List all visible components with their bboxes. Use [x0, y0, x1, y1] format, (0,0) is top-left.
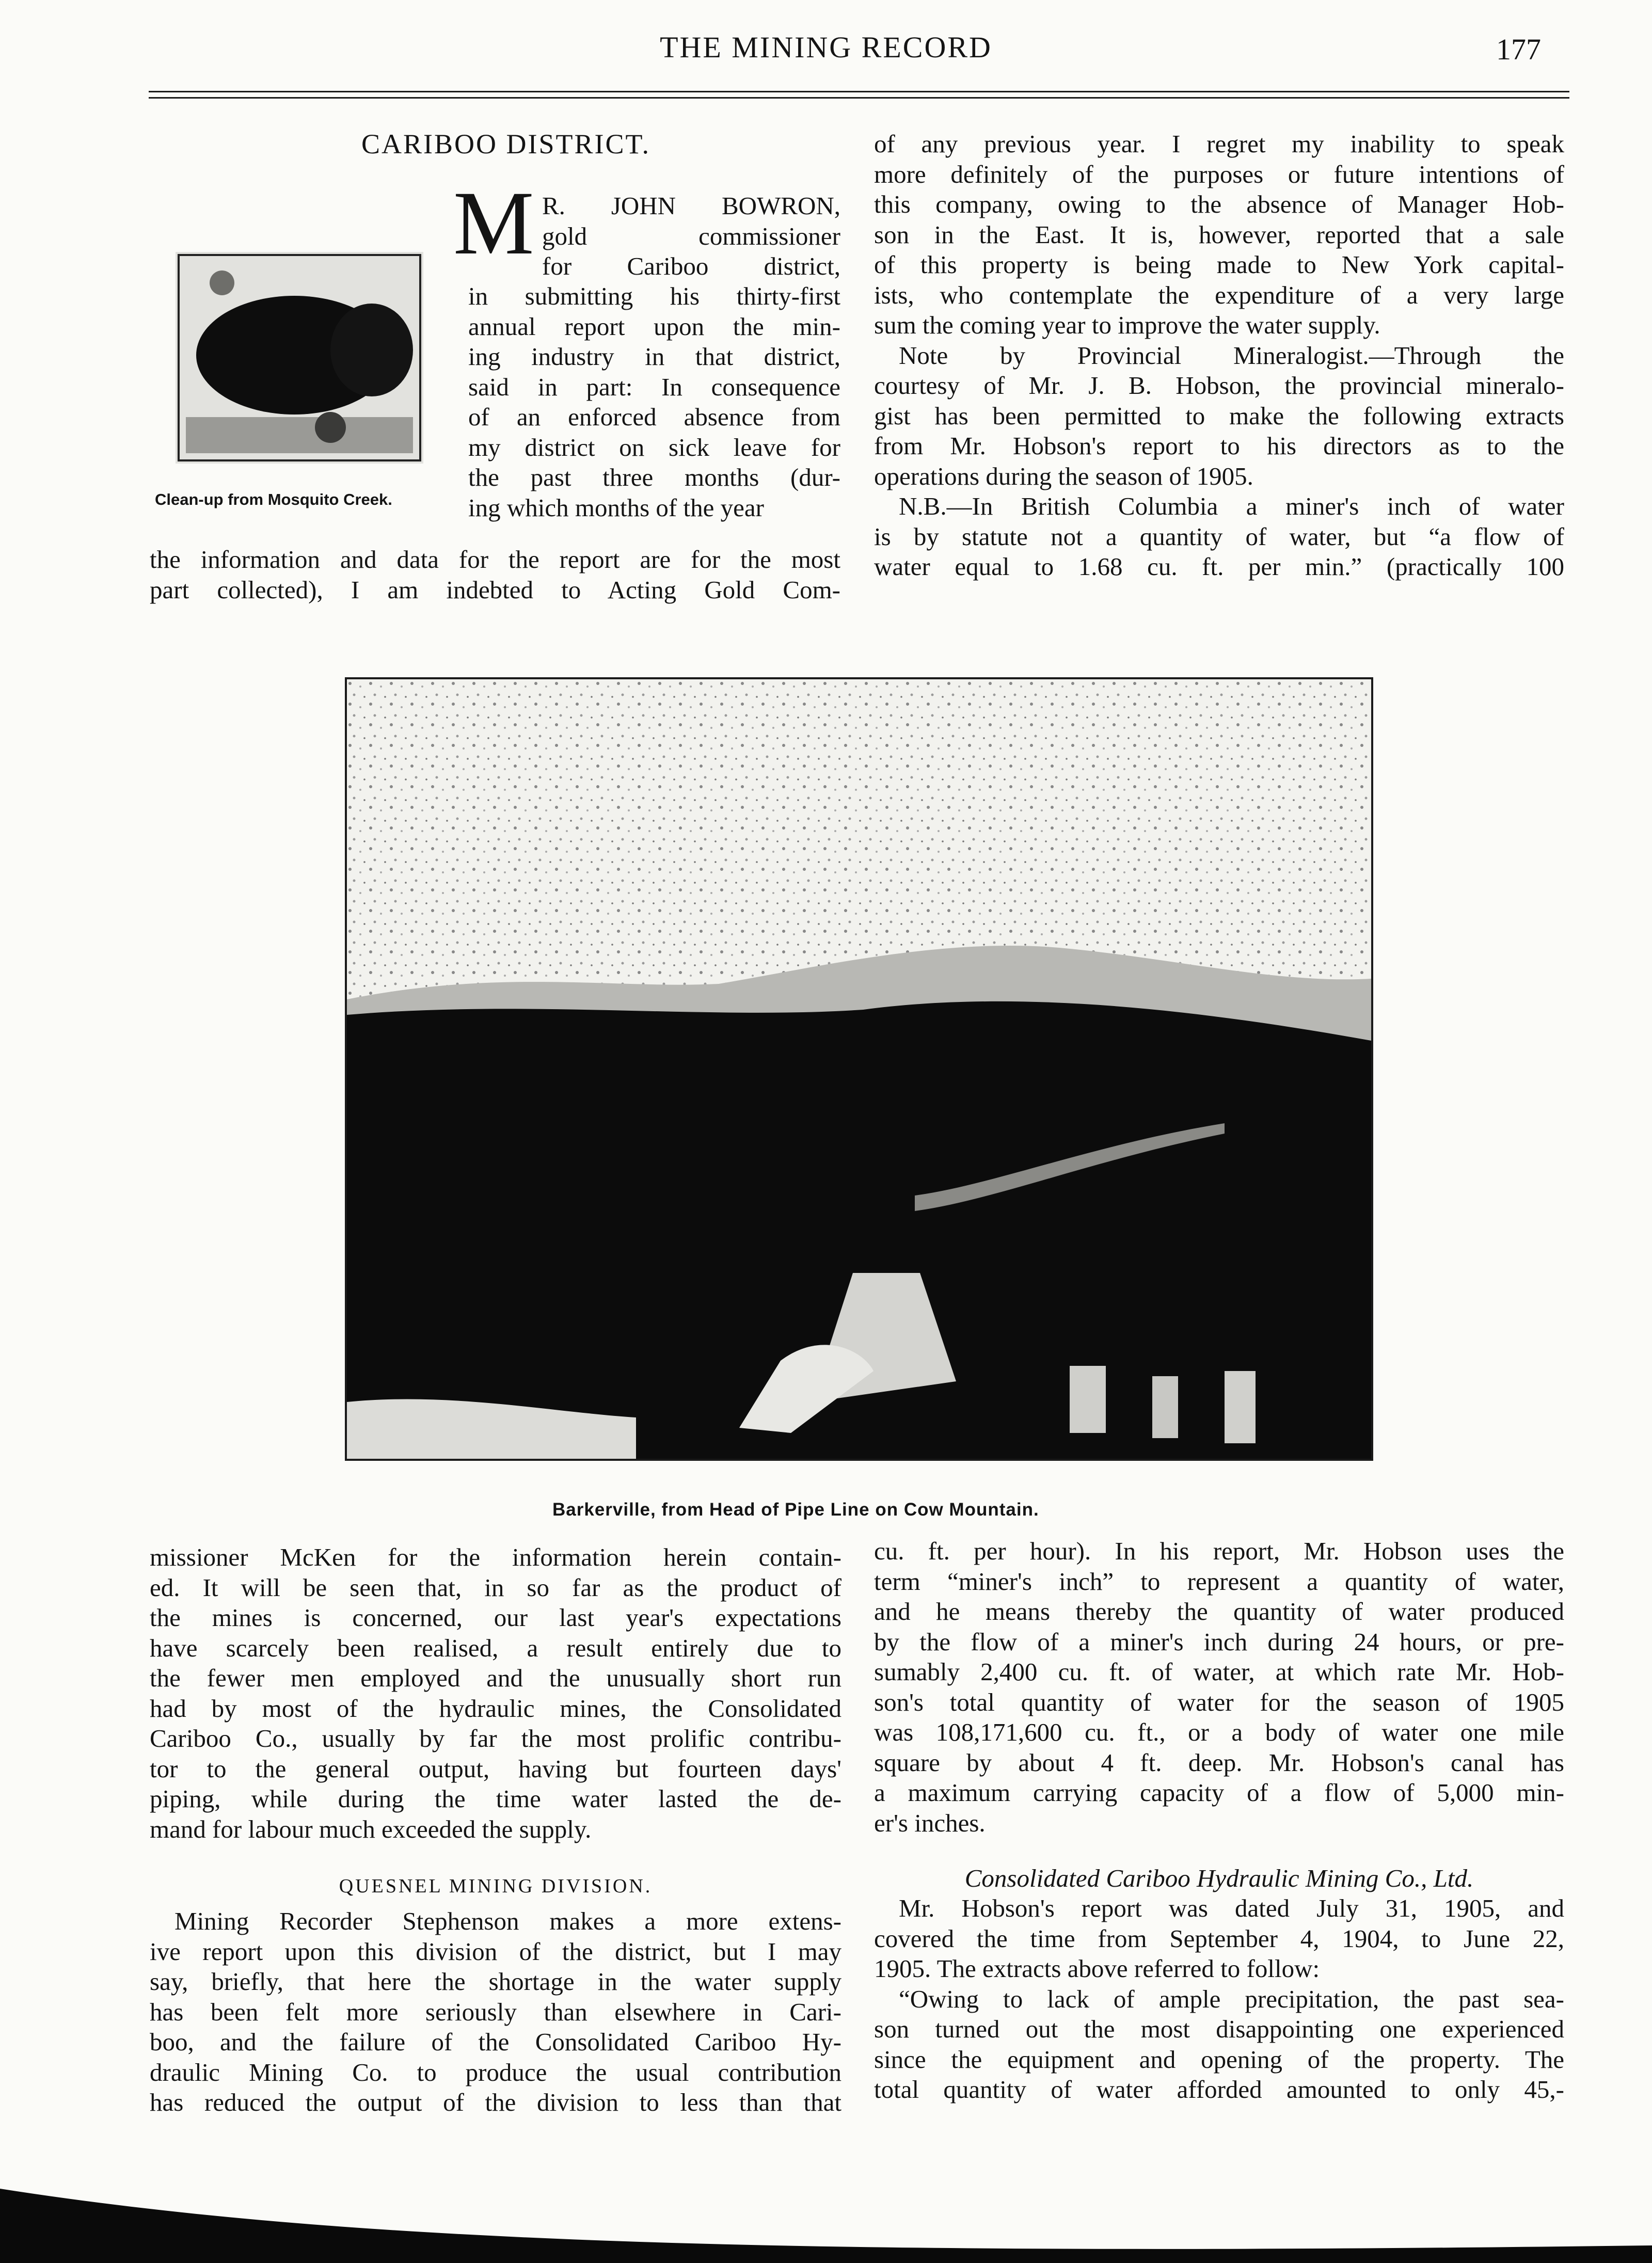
text-line: operations during the season of 1905. [874, 461, 1253, 490]
text-line: sum the coming year to improve the water supply. [874, 311, 1380, 339]
cap-lines-block [542, 191, 840, 282]
subhead-quesnel: QUESNEL MINING DIVISION. [339, 1875, 653, 1897]
text-line: the past three months (dur- [468, 463, 840, 491]
header-rule-top [149, 91, 1569, 92]
text-line: of an enforced absence from [468, 403, 840, 431]
text-line: has reduced the output of the division to less than that [150, 2088, 841, 2116]
right-top-column [874, 129, 1564, 582]
text-line: boo, and the failure of the Consolidated Cariboo Hy- [150, 2028, 841, 2056]
main-photo-caption: Barkerville, from Head of Pipe Line on Cow Mountain. [552, 1500, 1039, 1520]
left-bottom-column-a [150, 1542, 841, 1844]
text-line: draulic Mining Co. to produce the usual contribution [150, 2058, 841, 2086]
text-line: was 108,171,600 cu. ft., or a body of water one mile [874, 1718, 1564, 1746]
text-line: annual report upon the min- [468, 312, 840, 341]
text-line: this company, owing to the absence of Manager Hob- [874, 190, 1564, 218]
text-line: from Mr. Hobson's report to his directors as to the [874, 432, 1564, 460]
text-line: is by statute not a quantity of water, but “a flow of [874, 522, 1564, 551]
text-line: R. JOHN BOWRON, [542, 192, 840, 220]
running-header-title: THE MINING RECORD [660, 30, 992, 64]
text-line: tor to the general output, having but fourteen days' [150, 1754, 841, 1783]
text-line: N.B.—In British Columbia a miner's inch of water [899, 492, 1564, 520]
text-line: cu. ft. per hour). In his report, Mr. Hobson uses the [874, 1537, 1564, 1565]
text-line: more definitely of the purposes or future intentions of [874, 160, 1564, 188]
text-line: son in the East. It is, however, reported that a sale [874, 220, 1564, 249]
text-line: ed. It will be seen that, in so far as the product of [150, 1573, 841, 1602]
text-line: of any previous year. I regret my inability to speak [874, 130, 1564, 158]
scan-shadow-edge [0, 2168, 1652, 2263]
text-line: has been felt more seriously than elsewhere in Cari- [150, 1997, 841, 2026]
text-line: by the flow of a miner's inch during 24 hours, or pre- [874, 1627, 1564, 1656]
text-line: the fewer men employed and the unusually short run [150, 1664, 841, 1692]
text-line: square by about 4 ft. deep. Mr. Hobson's canal has [874, 1748, 1564, 1777]
right-bottom-column-a [874, 1536, 1564, 1838]
text-line: had by most of the hydraulic mines, the Consolidated [150, 1694, 841, 1723]
text-line: gist has been permitted to make the following extracts [874, 401, 1564, 430]
text-line: in submitting his thirty-first [468, 282, 840, 310]
text-line: gold commissioner [542, 221, 840, 250]
text-line: er's inches. [874, 1808, 986, 1837]
main-photo-barkerville [345, 677, 1373, 1461]
text-line: courtesy of Mr. J. B. Hobson, the provincial mineralo- [874, 371, 1564, 400]
text-line: ing industry in that district, [468, 342, 840, 371]
page-number: 177 [1496, 33, 1541, 66]
text-line: Mr. Hobson's report was dated July 31, 1905, and [899, 1894, 1564, 1922]
dropcap-m: M [453, 173, 534, 274]
text-line: ive report upon this division of the district, but I may [150, 1937, 841, 1966]
text-line: have scarcely been realised, a result entirely due to [150, 1633, 841, 1662]
text-line: Note by Provincial Mineralogist.—Through the [899, 341, 1564, 370]
text-line: said in part: In consequence [468, 372, 840, 401]
text-line: piping, while during the time water lasted the de- [150, 1784, 841, 1813]
text-line: son's total quantity of water for the season of 1905 [874, 1687, 1564, 1716]
text-line: my district on sick leave for [468, 433, 840, 461]
section-title-cariboo: CARIBOO DISTRICT. [361, 129, 651, 160]
text-line: total quantity of water afforded amounted to only 45,- [874, 2075, 1564, 2103]
text-line: 1905. The extracts above referred to follow: [874, 1954, 1320, 1983]
small-photo-caption: Clean-up from Mosquito Creek. [155, 490, 392, 508]
text-line: missioner McKen for the information herein contain- [150, 1543, 841, 1571]
left-bottom-column-b [150, 1906, 841, 2118]
small-photo-cleanup [176, 252, 423, 464]
text-line: mand for labour much exceeded the supply. [150, 1814, 592, 1843]
text-line: covered the time from September 4, 1904, to June 22, [874, 1924, 1564, 1953]
text-line: the information and data for the report are for the most [150, 545, 840, 573]
text-line: and he means thereby the quantity of water produced [874, 1597, 1564, 1625]
text-line: Mining Recorder Stephenson makes a more extens- [174, 1907, 841, 1935]
wrap-lines-block [468, 281, 840, 523]
text-line: since the equipment and opening of the property. The [874, 2045, 1564, 2074]
text-line: water equal to 1.68 cu. ft. per min.” (practically 100 [874, 552, 1564, 581]
right-bottom-column-b [874, 1893, 1564, 2105]
text-line: of this property is being made to New York capital- [874, 250, 1564, 279]
text-line: Cariboo Co., usually by far the most prolific contribu- [150, 1724, 841, 1752]
text-line: a maximum carrying capacity of a flow of 5,000 min- [874, 1778, 1564, 1807]
text-line: part collected), I am indebted to Acting Gold Com- [150, 575, 840, 604]
text-line: “Owing to lack of ample precipitation, the past sea- [899, 1984, 1564, 2013]
text-line: sumably 2,400 cu. ft. of water, at which rate Mr. Hob- [874, 1658, 1564, 1686]
text-line: term “miner's inch” to represent a quantity of water, [874, 1567, 1564, 1596]
text-line: for Cariboo district, [542, 252, 840, 280]
text-line: ing which months of the year [468, 493, 764, 522]
text-line: the mines is concerned, our last year's expectations [150, 1603, 841, 1632]
subhead-consolidated-cariboo: Consolidated Cariboo Hydraulic Mining Co., Ltd. [964, 1864, 1474, 1892]
text-line: say, briefly, that here the shortage in the water supply [150, 1967, 841, 1996]
header-rule-bottom [149, 97, 1569, 99]
text-line: son turned out the most disappointing one experienced [874, 2015, 1564, 2043]
full-lines-block [150, 545, 840, 605]
text-line: ists, who contemplate the expenditure of a very large [874, 280, 1564, 309]
